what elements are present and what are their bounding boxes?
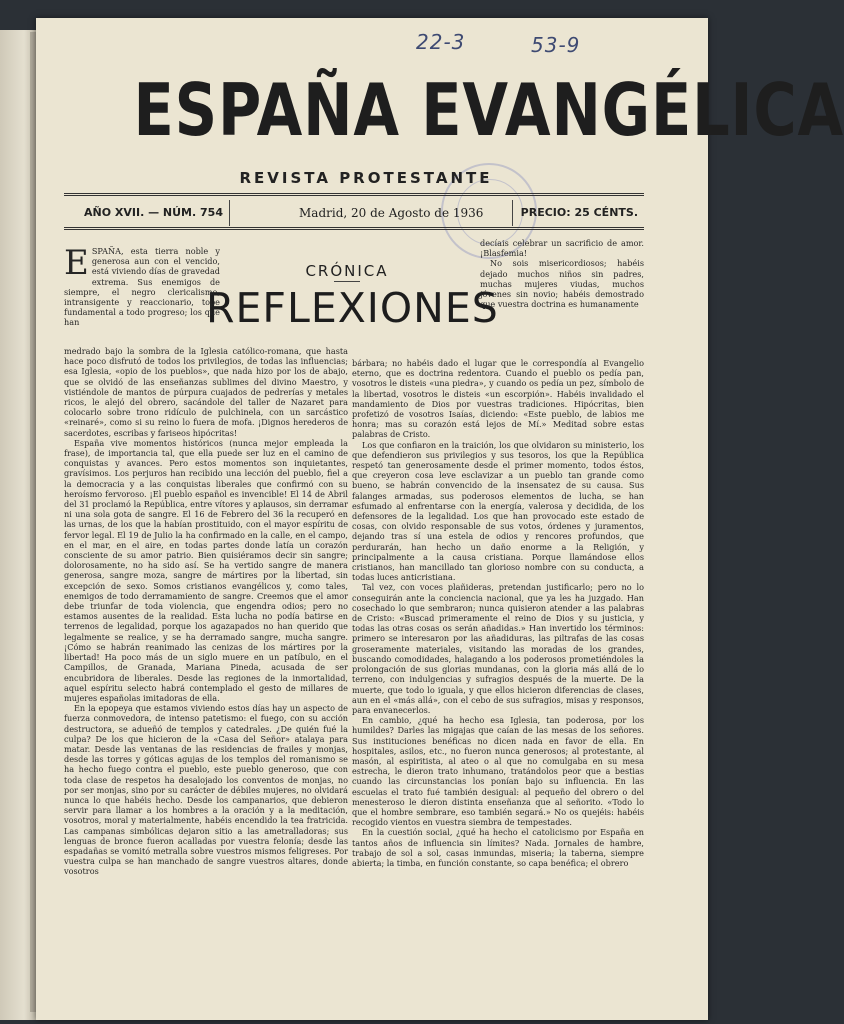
issue-price: PRECIO: 25 CÉNTS. [520,206,638,219]
paragraph: SPAÑA, esta tierra noble y generosa aun con el vencido, está viviendo días de gravedad extrema. Sus enemigos de siempre, el negro clericalismo, intransigente y reaccionario, tope fundamental a todo progreso; los que han [64,246,220,328]
drop-cap: E [64,243,89,283]
divider [512,200,513,226]
handwritten-annotation: 22-3 [416,30,466,54]
article-headline: REFLEXIONES [206,284,499,332]
newspaper-page [36,18,844,1020]
paragraph: decíais celebrar un sacrificio de amor. ¡Blasfemia! [480,238,644,259]
masthead-title: ESPAÑA EVANGÉLICA [133,68,844,152]
paragraph: En cambio, ¿qué ha hecho esa Iglesia, tan poderosa, por los humildes? Darles las migajas que caían de las mesas de los señores. Sus instituciones benéficas no dicen nada en favor de ella. En hospitales, asilos, etc., no fueron nunca generosos; al protestante, al masón, al espiritista, al ateo o al que no comulgaba en su mesa estrecha, le dieron trato inhumano, tratándolos peor que a bestias cuando las circunstancias los ponían bajo su influencia. En las escuelas el trato fué también desigual: al pequeño del obrero o del menesteroso le dieron distinta enseñanza que al señorito. «Todo lo que el hombre sembrare, eso también segará.» No os quejéis: habéis recogido vientos en vuestra siembra de tempestades. [352,715,644,828]
paragraph: Los que confiaron en la traición, los que olvidaron su ministerio, los que defendieron sus privilegios y sus tesoros, los que la República respetó tan generosamente desde el primer momento, todos éstos, que creyeron cosa leve esclavizar a un pueblo tan grande como bueno, se habrán convencido de la insensatez de su causa. Sus falanges armadas, sus poderosos elementos de lucha, se han esfumado al enfrentarse con la energía, valerosa y decidida, de los defensores de la legalidad. Los que han provocado este estado de cosas, con olvido responsable de sus votos, órdenes y juramentos, dejando tras sí una estela de odios y rencores profundos, que perdurarán, han hecho un daño enorme a la Religión, y principalmente a la causa cristiana. Porque llamándose ellos cristianos, han mancillado tan glorioso nombre con su conducta, a todas luces anticristiana. [352,439,644,583]
masthead-subtitle: REVISTA PROTESTANTE [239,169,493,187]
paragraph: No sois misericordiosos; habéis dejado muchos niños sin padres, muchas mujeres viudas, muchos jóvenes sin novio; habéis demostrado que vuestra doctrina es humanamente [480,258,644,310]
paragraph: medrado bajo la sombra de la Iglesia católico-romana, que hasta hace poco disfrutó de todos los privilegios, de todas las influencias; esa Iglesia, «opio de los pueblos», que nada hizo por los de abajo, que se olvidó de las enseñanzas sublimes del divino Maestro, y vistiéndole de mantos de púrpura cuajados de pedrerías y metales ricos, le alejó del obrero, sacándole del taller de Nazaret para colocarlo sobre trono ridículo de pulchinela, con un sarcástico «reinaré», como si su reino lo fuera de mofa. ¡Dignos herederos de sacerdotes, escribas y fariseos hipócritas! [64,346,348,438]
paragraph: En la cuestión social, ¿qué ha hecho el catolicismo por España en tantos años de influencia sin límites? Nada. Jornales de hambre, trabajo de sol a sol, casas inmundas, miseria; la taberna, siempre abierta; la timba, en función constante, so capa benéfica; el obrero [352,827,644,868]
article-column-2-top [480,238,644,309]
paragraph: En la epopeya que estamos viviendo estos días hay un aspecto de fuerza conmovedora, de intenso patetismo: el fuego, con su acción destructora, se adueñó de templos y catedrales. ¿De quién fué la culpa? De los que hicieron de la «Casa del Señor» atalaya para matar. Desde las ventanas de las residencias de frailes y monjas, desde las torres y góticas agujas de los templos del romanismo se ha hecho fuego contra el pueblo, este pueblo generoso, que con toda clase de respetos ha desalojado los conventos de monjas, no por ser monjas, sino por su carácter de débiles mujeres, no olvidará nunca lo que habéis hecho. Desde los campanarios, que debieron servir para llamar a los hombres a la oración y a la meditación, vosotros, moral y materialmente, habéis encendido la tea fratricida. Las campanas simbólicas dejaron sitio a las ametralladoras; sus lenguas de bronce fueron acalladas por vuestra felonía; desde las espadañas se vomitó metralla sobre vuestros mismos feligreses. Por vuestra culpa se han manchado de sangre vuestros altares, donde vosotros [64,703,348,877]
section-label: CRÓNICA [305,262,389,280]
article-column-2 [352,358,644,868]
divider [334,281,360,282]
handwritten-annotation: 53-9 [531,33,581,57]
paragraph: España vive momentos históricos (nunca mejor empleada la frase), de importancia tal, que ella puede ser luz en el camino de conquistas y avances. Pero estos momentos son inquietantes, gravísimos. Los perjuros han recibido una lección del pueblo, fiel a la democracia y a las conquistas liberales que confirmó con su heroísmo fervoroso. ¡El pueblo español es invencible! El 14 de Abril del 31 proclamó la República, entre vítores y aplausos, sin derramar ni una sola gota de sangre. El 16 de Febrero del 36 la recuperó en las urnas, de los que la habían prostituido, con el mayor espíritu de fervor legal. El 19 de Julio la ha confirmado en la calle, en el campo, en el mar, en el aire, en todas partes donde latía un corazón consciente de su amor patrio. Bien quisiéramos decir sin sangre; dolorosamente, no ha sido así. Se ha vertido sangre de manera generosa, sangre moza, sangre de mártires por la libertad, sin excepción de sexo. Somos cristianos evangélicos y, como tales, enemigos de todo derramamiento de sangre. Creemos que el amor debe triunfar de toda violencia, que engendra odios; pero no estamos ausentes de la realidad. Esta lucha no podía batirse en terrenos de legalidad, porque los agazapados no han querido que legalmente se realice, y se ha derramado sangre, mucha sangre. ¡Cómo se habrán reanimado las cenizas de los mártires por la libertad! Ha poco más de un siglo muere en un patíbulo, en el Campillos, de Granada, Mariana Pineda, acusada de ser encubridora de liberales. Desde las regiones de la inmortalidad, aquel espíritu selecto habrá contemplado el gesto de millares de mujeres españolas imitadoras de ella. [64,437,348,703]
double-rule [64,193,644,197]
issue-date: Madrid, 20 de Agosto de 1936 [299,206,484,220]
paragraph: bárbara; no habéis dado el lugar que le correspondía al Evangelio eterno, que es doctrina redentora. Cuando el pueblo os pedía pan, vosotros le disteis «una piedra», y cuando os pedía un pez, símbolo de la libertad, vosotros le disteis «un escorpión». Habéis invalidado el mandamiento de Dios por vuestras tradiciones. Hipócritas, bien profetizó de vosotros Isaías, diciendo: «Este pueblo, de labios me honra; mas su corazón está lejos de Mí.» Meditad sobre estas palabras de Cristo. [352,358,644,440]
paragraph: Tal vez, con voces plañideras, pretendan justificarlo; pero no lo conseguirán ante la conciencia nacional, que ya les ha juzgado. Han cosechado lo que sembraron; nunca quisieron atender a las palabras de Cristo: «Buscad primeramente el reino de Dios y su justicia, y todas las otras cosas os serán añadidas.» Han invertido los términos: primero se interesaron por las añadiduras, las piltrafas de las cosas groseramente materiales, visitando las moradas de los grandes, buscando comodidades, halagando a los poderosos prometiéndoles la prolongación de sus glorias mundanas, con la gloria más allá de lo terreno, con indulgencias y sufragios después de la muerte. De la muerte, que todo lo iguala, y que ellos hicieron diferencias de clases, aun en el «más allá», con el cebo de sus sufragios, misas y responsos, para envanecerlos. [352,582,644,715]
article-column-1 [64,346,348,877]
issue-info-bar [64,200,644,226]
divider [229,200,230,226]
issue-number: AÑO XVII. — NÚM. 754 [84,206,223,219]
article-intro [64,243,220,328]
double-rule [64,227,644,231]
